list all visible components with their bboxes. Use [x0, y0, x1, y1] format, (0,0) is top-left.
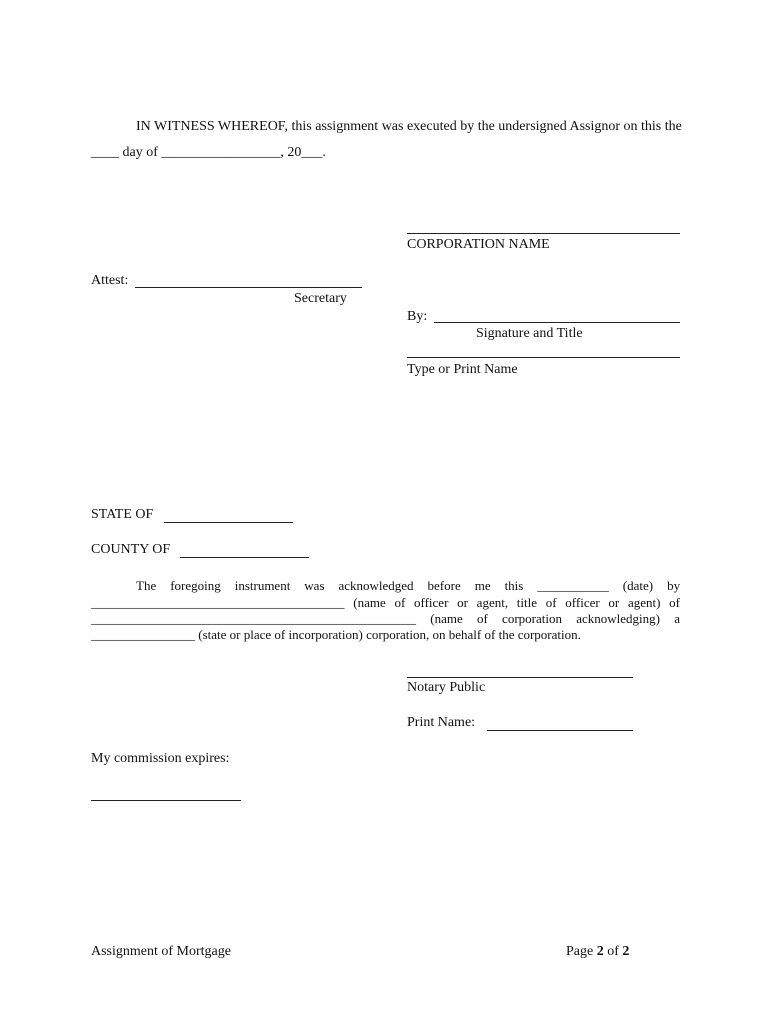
corporation-name-label: CORPORATION NAME	[407, 237, 550, 252]
notary-print-name-label: Print Name:	[407, 715, 476, 730]
acknowledgment-line-4: ________________ (state or place of incorporation) corporation, on behalf of the corporation.	[91, 627, 581, 642]
ack-officer-blank[interactable]: _______________________________________	[91, 595, 345, 610]
county-of-blank[interactable]	[180, 557, 309, 558]
signature-title-label: Signature and Title	[476, 326, 583, 341]
commission-expires-label: My commission expires:	[91, 751, 230, 766]
county-of-label: COUNTY OF	[91, 542, 171, 557]
print-name-line[interactable]	[407, 357, 680, 358]
ack-word: me	[474, 578, 491, 593]
corporation-name-line[interactable]	[407, 233, 680, 234]
page-label: Page	[566, 944, 594, 959]
ack-word: before	[427, 578, 461, 593]
ack-word: by	[667, 578, 681, 593]
ack-corporation-blank[interactable]: __________________________________________________	[91, 611, 416, 626]
footer-page-number	[566, 945, 629, 959]
by-signature-line[interactable]	[434, 322, 680, 323]
attest-signature-line[interactable]	[135, 287, 362, 288]
attest-label: Attest:	[91, 273, 129, 288]
ack-date-blank[interactable]: ___________	[537, 578, 609, 593]
page-total: 2	[622, 944, 630, 959]
ack-officer-text: (name of officer or agent, title of officer or agent) of	[353, 595, 680, 610]
type-print-name-label: Type or Print Name	[407, 362, 518, 377]
ack-word: The	[136, 578, 157, 593]
ack-word: (date)	[622, 578, 654, 593]
page-current: 2	[596, 944, 604, 959]
ack-word: this	[504, 578, 524, 593]
notary-print-name-blank[interactable]	[487, 730, 633, 731]
ack-word: foregoing	[170, 578, 221, 593]
notary-signature-line[interactable]	[407, 677, 633, 678]
state-of-label: STATE OF	[91, 507, 154, 522]
ack-word: instrument	[234, 578, 291, 593]
state-of-blank[interactable]	[164, 522, 293, 523]
commission-expires-blank[interactable]	[91, 800, 241, 801]
acknowledgment-line-1	[91, 579, 680, 592]
footer-document-title: Assignment of Mortgage	[91, 944, 231, 959]
page-of: of	[607, 944, 619, 959]
by-label: By:	[407, 309, 428, 324]
ack-corporation-text: (name of corporation acknowledging) a	[430, 611, 680, 626]
ack-word: acknowledged	[338, 578, 414, 593]
witness-clause-line-2[interactable]: ____ day of _________________, 20___.	[91, 145, 326, 160]
acknowledgment-line-3	[91, 612, 680, 625]
ack-word: was	[304, 578, 325, 593]
secretary-label: Secretary	[294, 291, 347, 306]
acknowledgment-line-2	[91, 596, 680, 609]
notary-public-label: Notary Public	[407, 680, 486, 695]
witness-clause-line-1: IN WITNESS WHEREOF, this assignment was executed by the undersigned Assignor on this the	[136, 119, 682, 134]
